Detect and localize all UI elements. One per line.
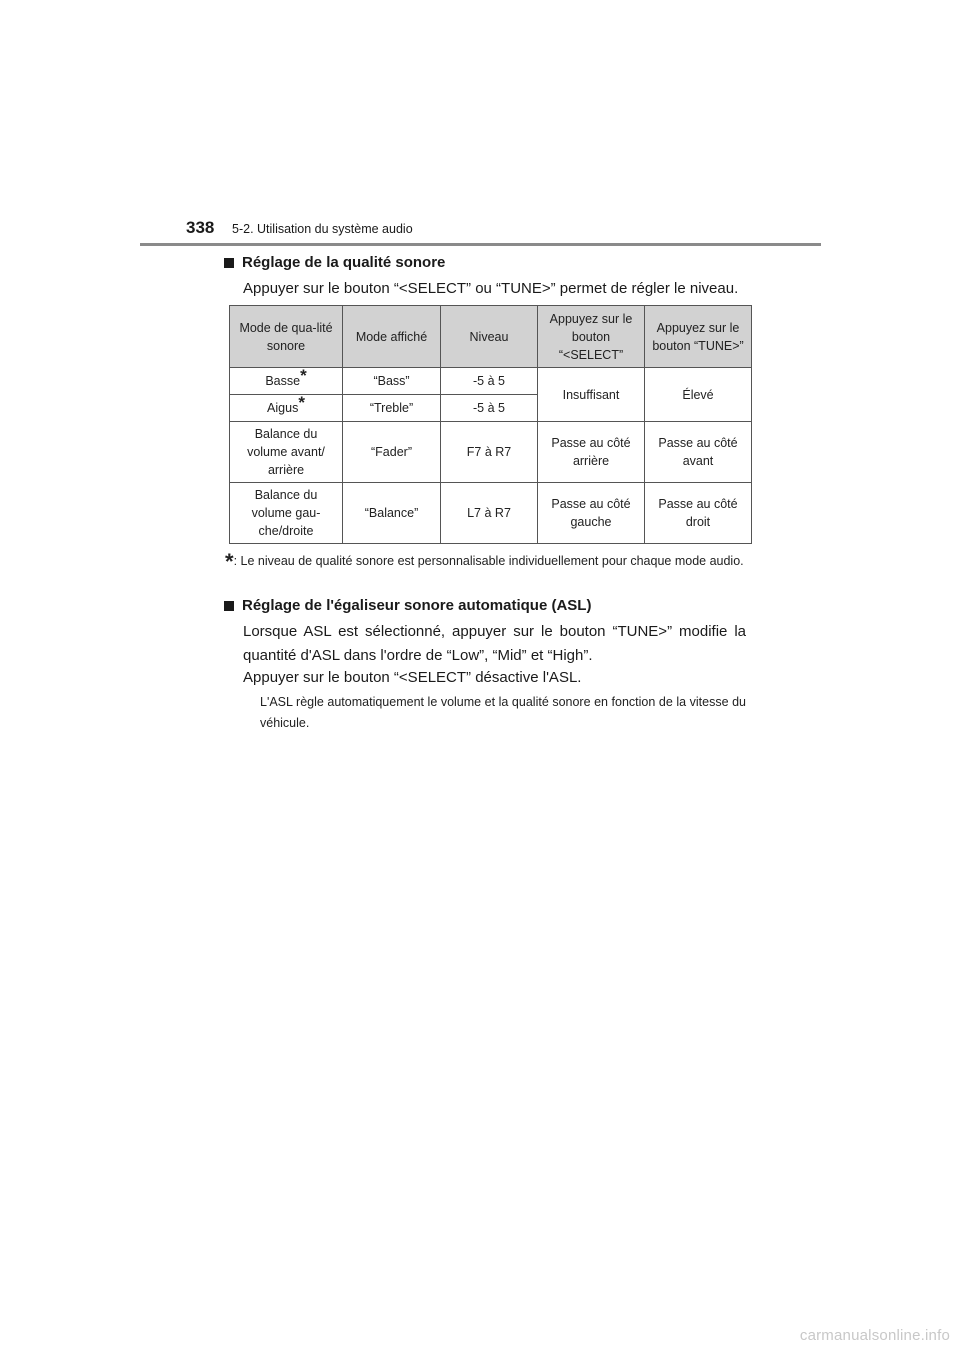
table-cell: “Balance” <box>343 483 441 544</box>
header-rule <box>140 243 821 246</box>
table-cell: F7 à R7 <box>441 422 538 483</box>
section-title: 5-2. Utilisation du système audio <box>232 222 413 236</box>
page-number: 338 <box>186 218 215 237</box>
table-cell: Passe au côté droit <box>645 483 752 544</box>
asl-note: L'ASL règle automatiquement le volume et la qualité sonore en fonction de la vitesse du véhicule. <box>260 695 746 730</box>
table-cell: “Bass” <box>343 368 441 395</box>
footnote-text: : Le niveau de qualité sonore est personnalisable individuellement pour chaque mode audio. <box>233 554 744 568</box>
table-cell: L7 à R7 <box>441 483 538 544</box>
square-bullet-icon <box>224 258 234 268</box>
table-cell: Passe au côté avant <box>645 422 752 483</box>
asterisk-marker: * <box>298 393 305 412</box>
table-header-cell: Appuyez sur le bouton “<SELECT” <box>538 306 645 368</box>
table-cell: “Fader” <box>343 422 441 483</box>
sound-quality-table <box>229 305 752 544</box>
table-header-cell: Niveau <box>441 306 538 368</box>
table-cell: Élevé <box>645 368 752 422</box>
table-cell: Insuffisant <box>538 368 645 422</box>
asl-paragraph: Appuyer sur le bouton “<SELECT” désactive l'ASL. <box>243 669 582 686</box>
asl-heading-text: Réglage de l'égaliseur sonore automatique (ASL) <box>242 597 592 614</box>
footnote-marker: * <box>225 549 234 574</box>
table-cell: Passe au côté gauche <box>538 483 645 544</box>
table-header-row <box>230 306 752 368</box>
table-cell: -5 à 5 <box>441 368 538 395</box>
table-cell: Passe au côté arrière <box>538 422 645 483</box>
table-cell: Basse* <box>230 368 343 395</box>
table-cell: “Treble” <box>343 395 441 422</box>
table-header-cell: Appuyez sur le bouton “TUNE>” <box>645 306 752 368</box>
watermark: carmanualsonline.info <box>799 1327 950 1344</box>
table-row <box>230 368 752 395</box>
asl-paragraph: Lorsque ASL est sélectionné, appuyer sur le bouton “TUNE>” modifie la quantité d'ASL dans l'ordre de “Low”, “Mid” et “High”. <box>243 623 746 664</box>
table-cell: Balance du volume avant/ arrière <box>230 422 343 483</box>
footnote <box>225 549 747 574</box>
square-bullet-icon <box>224 601 234 611</box>
table-cell: Balance du volume gau-che/droite <box>230 483 343 544</box>
table-cell: -5 à 5 <box>441 395 538 422</box>
sound-quality-heading <box>224 254 445 271</box>
asl-heading <box>224 597 591 614</box>
table-header-cell: Mode affiché <box>343 306 441 368</box>
table-row <box>230 483 752 544</box>
asterisk-marker: * <box>300 366 307 385</box>
sound-quality-heading-text: Réglage de la qualité sonore <box>242 254 446 271</box>
table-row <box>230 422 752 483</box>
table-header-cell: Mode de qua-lité sonore <box>230 306 343 368</box>
sound-quality-intro: Appuyer sur le bouton “<SELECT” ou “TUNE>” permet de régler le niveau. <box>243 280 739 297</box>
table-cell: Aigus* <box>230 395 343 422</box>
